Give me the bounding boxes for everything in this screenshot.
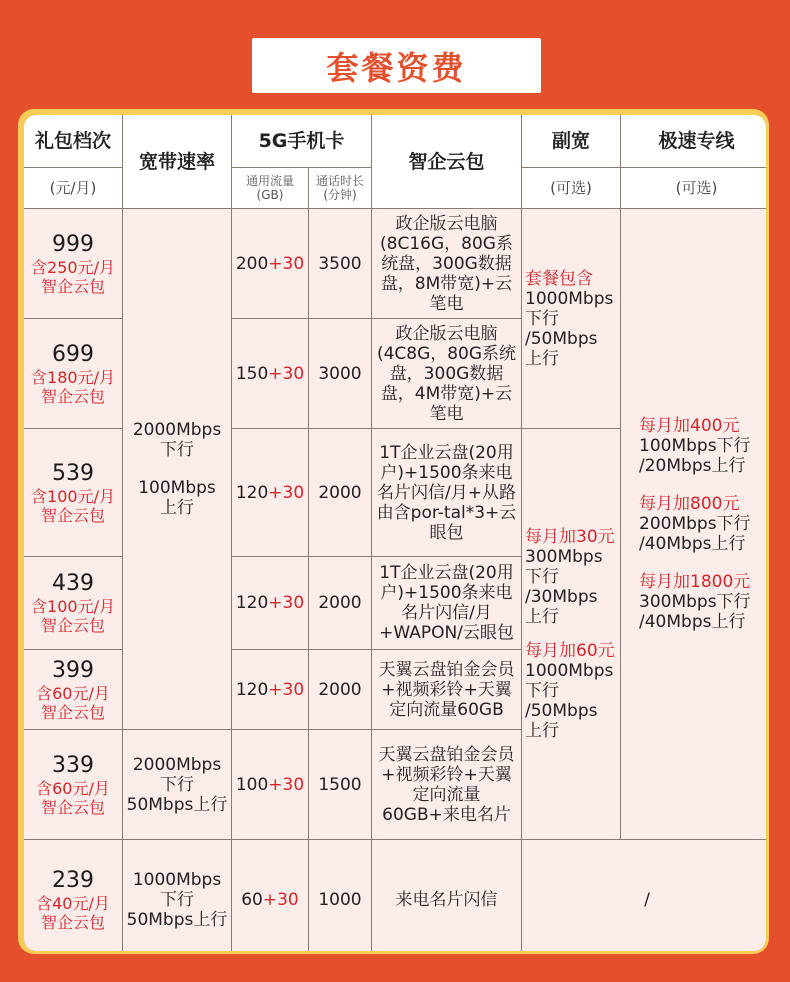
talk-cell: 1000 bbox=[309, 840, 371, 951]
header-speed: 宽带速率 bbox=[123, 115, 231, 208]
tier-price: 699 bbox=[52, 341, 94, 367]
tier-price: 339 bbox=[52, 752, 94, 778]
tier-included: 含40元/月 bbox=[36, 894, 110, 913]
tier-price: 999 bbox=[52, 231, 94, 257]
line-price: 每月加400元 bbox=[639, 416, 740, 436]
flow-cell bbox=[232, 429, 308, 556]
tier-cell bbox=[24, 840, 122, 951]
header-line: 极速专线 bbox=[621, 115, 766, 167]
talk-cell: 3000 bbox=[309, 319, 371, 428]
tier-included-pack: 智企云包 bbox=[40, 702, 105, 722]
speed-down-label: 下行 bbox=[160, 440, 194, 460]
cloud-cell: 政企版云电脑(4C8G，80G系统盘，300G数据盘，4M带宽)+云笔电 bbox=[372, 319, 521, 428]
header-sub-note: (可选) bbox=[522, 168, 620, 208]
speed-up-value: 100Mbps bbox=[138, 478, 216, 498]
cloud-cell: 来电名片闪信 bbox=[372, 840, 521, 951]
tier-cell bbox=[24, 730, 122, 839]
header-tier: 礼包档次 bbox=[24, 115, 122, 167]
flow-cell bbox=[232, 209, 308, 318]
speed-cell bbox=[123, 209, 231, 729]
tier-price: 399 bbox=[52, 657, 94, 683]
sub-up-label: 上行 bbox=[525, 721, 559, 741]
sub-price: 每月加30元 bbox=[525, 527, 615, 547]
talk-cell: 3500 bbox=[309, 209, 371, 318]
sub-price: 每月加60元 bbox=[525, 641, 615, 661]
cloud-cell: 天翼云盘铂金会员+视频彩铃+天翼定向流量60GB bbox=[372, 650, 521, 729]
header-tier-unit: (元/月) bbox=[24, 168, 122, 208]
sub-up-value: /50Mbps bbox=[525, 701, 598, 721]
extras-empty-cell: / bbox=[522, 840, 766, 951]
flow-base: 120 bbox=[235, 679, 269, 700]
cloud-cell: 政企版云电脑(8C16G，80G系统盘，300G数据盘，8M带宽)+云笔电 bbox=[372, 209, 521, 318]
header-talk-unit: (分钟) bbox=[323, 188, 357, 202]
line-up: /20Mbps上行 bbox=[639, 456, 746, 476]
speed-cell bbox=[123, 730, 231, 839]
header-phone: 5G手机卡 bbox=[232, 115, 371, 167]
sub-broadband-cell bbox=[522, 429, 620, 839]
speed-up: 50Mbps上行 bbox=[126, 910, 228, 930]
flow-bonus: +30 bbox=[268, 363, 305, 384]
flow-bonus: +30 bbox=[268, 253, 305, 274]
talk-cell: 1500 bbox=[309, 730, 371, 839]
sub-down-value: 1000Mbps bbox=[525, 288, 614, 309]
flow-cell bbox=[232, 650, 308, 729]
tier-included-pack: 智企云包 bbox=[40, 616, 105, 635]
flow-cell bbox=[232, 557, 308, 649]
tier-included: 含100元/月 bbox=[31, 486, 115, 506]
flow-base: 150 bbox=[235, 363, 269, 384]
sub-down-label: 下行 bbox=[525, 567, 559, 587]
speed-down-value: 2000Mbps bbox=[132, 420, 222, 440]
speed-down-value: 2000Mbps bbox=[132, 754, 222, 775]
line-price: 每月加1800元 bbox=[639, 572, 751, 592]
header-line-note: (可选) bbox=[621, 168, 766, 208]
flow-cell bbox=[232, 730, 308, 839]
tier-included-pack: 智企云包 bbox=[40, 913, 105, 932]
tier-price: 539 bbox=[52, 460, 94, 486]
sub-down-label: 下行 bbox=[525, 681, 559, 701]
speed-down-label: 下行 bbox=[160, 774, 194, 795]
flow-bonus: +30 bbox=[268, 593, 305, 613]
tier-cell bbox=[24, 319, 122, 428]
sub-down-value: 300Mbps bbox=[525, 547, 603, 567]
header-cloud: 智企云包 bbox=[372, 115, 521, 208]
talk-cell: 2000 bbox=[309, 557, 371, 649]
tier-cell bbox=[24, 557, 122, 649]
talk-cell: 2000 bbox=[309, 429, 371, 556]
tier-included-pack: 智企云包 bbox=[40, 386, 105, 406]
flow-base: 100 bbox=[235, 774, 269, 795]
cloud-cell: 1T企业云盘(20用户)+1500条来电名片闪信/月+从路由含por-tal*3+云眼包 bbox=[372, 429, 521, 556]
tier-included: 含250元/月 bbox=[31, 257, 115, 277]
header-talk-label: 通话时长 bbox=[315, 174, 364, 188]
tier-included: 含100元/月 bbox=[31, 597, 115, 616]
sub-up-value: /30Mbps bbox=[525, 587, 598, 607]
dedicated-line-cell bbox=[621, 209, 766, 839]
sub-price: 套餐包含 bbox=[525, 268, 593, 289]
header-flow bbox=[232, 168, 308, 208]
tier-price: 239 bbox=[52, 868, 94, 893]
tier-included-pack: 智企云包 bbox=[40, 797, 105, 817]
flow-cell bbox=[232, 319, 308, 428]
flow-bonus: +30 bbox=[268, 679, 305, 700]
tier-cell bbox=[24, 650, 122, 729]
flow-cell bbox=[232, 840, 308, 951]
tier-cell bbox=[24, 429, 122, 556]
tier-cell bbox=[24, 209, 122, 318]
line-price: 每月加800元 bbox=[639, 494, 740, 514]
tier-included: 含60元/月 bbox=[36, 778, 110, 798]
line-down: 300Mbps下行 bbox=[639, 592, 751, 612]
tier-included-pack: 智企云包 bbox=[40, 276, 105, 296]
speed-down-value: 1000Mbps bbox=[132, 870, 222, 890]
flow-base: 200 bbox=[235, 253, 269, 274]
line-down: 100Mbps下行 bbox=[639, 436, 751, 456]
flow-base: 60 bbox=[241, 890, 263, 910]
flow-bonus: +30 bbox=[262, 890, 299, 910]
sub-up-value: /50Mbps bbox=[525, 328, 598, 349]
flow-bonus: +30 bbox=[268, 482, 305, 503]
tier-included-pack: 智企云包 bbox=[40, 505, 105, 525]
header-talk bbox=[309, 168, 371, 208]
line-up: /40Mbps上行 bbox=[639, 534, 746, 554]
sub-down-label: 下行 bbox=[525, 308, 559, 329]
tier-price: 439 bbox=[52, 571, 94, 596]
tier-included: 含180元/月 bbox=[31, 367, 115, 387]
sub-up-label: 上行 bbox=[525, 607, 559, 627]
sub-up-label: 上行 bbox=[525, 348, 559, 369]
header-flow-unit: (GB) bbox=[256, 188, 284, 202]
line-up: /40Mbps上行 bbox=[639, 612, 746, 632]
cloud-cell: 1T企业云盘(20用户)+1500条来电名片闪信/月+WAPON/云眼包 bbox=[372, 557, 521, 649]
tier-included: 含60元/月 bbox=[36, 683, 110, 703]
sub-broadband-cell bbox=[522, 209, 620, 428]
cloud-cell: 天翼云盘铂金会员+视频彩铃+天翼定向流量60GB+来电名片 bbox=[372, 730, 521, 839]
speed-cell bbox=[123, 840, 231, 951]
pricing-table bbox=[24, 115, 766, 951]
sub-down-value: 1000Mbps bbox=[525, 661, 614, 681]
flow-base: 120 bbox=[235, 482, 269, 503]
speed-down-label: 下行 bbox=[160, 890, 194, 910]
flow-base: 120 bbox=[235, 593, 269, 613]
talk-cell: 2000 bbox=[309, 650, 371, 729]
line-down: 200Mbps下行 bbox=[639, 514, 751, 534]
speed-up-label: 上行 bbox=[160, 498, 194, 518]
flow-bonus: +30 bbox=[268, 774, 305, 795]
speed-up: 50Mbps上行 bbox=[126, 794, 228, 815]
page-title: 套餐资费 bbox=[252, 38, 541, 93]
header-sub: 副宽 bbox=[522, 115, 620, 167]
header-flow-label: 通用流量 bbox=[245, 174, 294, 188]
